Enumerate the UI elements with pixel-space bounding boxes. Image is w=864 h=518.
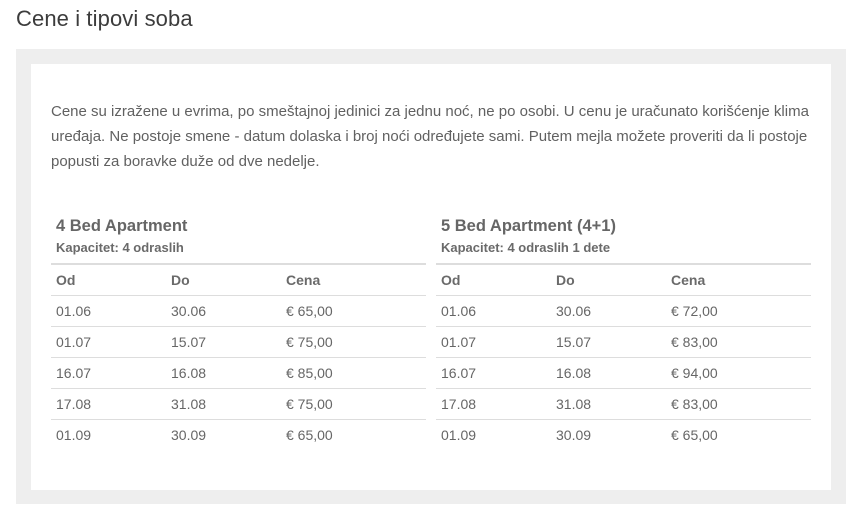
cell-from: 16.07 [51,357,166,388]
rates-table [51,263,426,450]
cell-price: € 65,00 [281,295,426,326]
column-header-price: Cena [666,264,811,295]
table-row [51,295,426,326]
cell-price: € 65,00 [671,426,718,443]
cell-from: 16.07 [436,357,551,388]
cell-price: € 75,00 [281,388,426,419]
cell-from: 01.06 [436,295,551,326]
table-header-row [436,264,811,295]
cell-to: 15.07 [166,326,281,357]
cell-to: 30.06 [166,295,281,326]
cell-to: 16.08 [551,357,666,388]
column-header-price: Cena [281,264,426,295]
cell-from: 17.08 [51,388,166,419]
table-row [51,326,426,357]
column-header-to: Do [551,264,666,295]
apartment-capacity: Kapacitet: 4 odraslih [56,240,184,255]
cell-price: € 75,00 [281,326,426,357]
cell-price: € 85,00 [281,357,426,388]
cell-to: 30.06 [551,295,666,326]
table-row [436,419,811,450]
cell-to: 30.09 [556,426,592,443]
rates-table [436,263,811,450]
table-row [436,357,811,388]
table-row [51,357,426,388]
cell-to: 30.09 [171,426,207,443]
apartment-title: 4 Bed Apartment [56,217,188,235]
cell-from: 01.06 [51,295,166,326]
column-header-from: Od [436,264,551,295]
table-header-row [51,264,426,295]
table-row [436,388,811,419]
column-header-from: Od [51,264,166,295]
table-row [51,388,426,419]
table-row [436,295,811,326]
cell-price: € 65,00 [286,426,333,443]
apartment-rate-block [436,214,811,450]
cell-to: 16.08 [166,357,281,388]
cell-to: 31.08 [551,388,666,419]
table-row [51,419,426,450]
cell-to: 31.08 [166,388,281,419]
apartment-title: 5 Bed Apartment (4+1) [441,217,616,235]
cell-price: € 94,00 [666,357,811,388]
cell-to: 15.07 [551,326,666,357]
cell-price: € 83,00 [666,388,811,419]
apartment-rate-block [51,214,426,450]
cell-from: 01.09 [56,426,92,443]
cell-from: 01.07 [436,326,551,357]
pricing-intro-text: Cene su izražene u evrima, po smeštajnoj jedinici za jednu noć, ne po osobi. U cenu je uračunato korišćenje klima uređaja. Ne postoje smene - datum dolaska i broj noći određujete sami. Putem mejla možete proveriti da li postoje popusti za boravke duže od dve nedelje. [51,103,809,170]
column-header-to: Do [166,264,281,295]
cell-from: 01.07 [51,326,166,357]
cell-from: 01.09 [441,426,477,443]
table-row [436,326,811,357]
cell-price: € 83,00 [666,326,811,357]
cell-price: € 72,00 [666,295,811,326]
apartment-capacity: Kapacitet: 4 odraslih 1 dete [441,240,611,255]
cell-from: 17.08 [436,388,551,419]
page-title: Cene i tipovi soba [16,6,193,31]
